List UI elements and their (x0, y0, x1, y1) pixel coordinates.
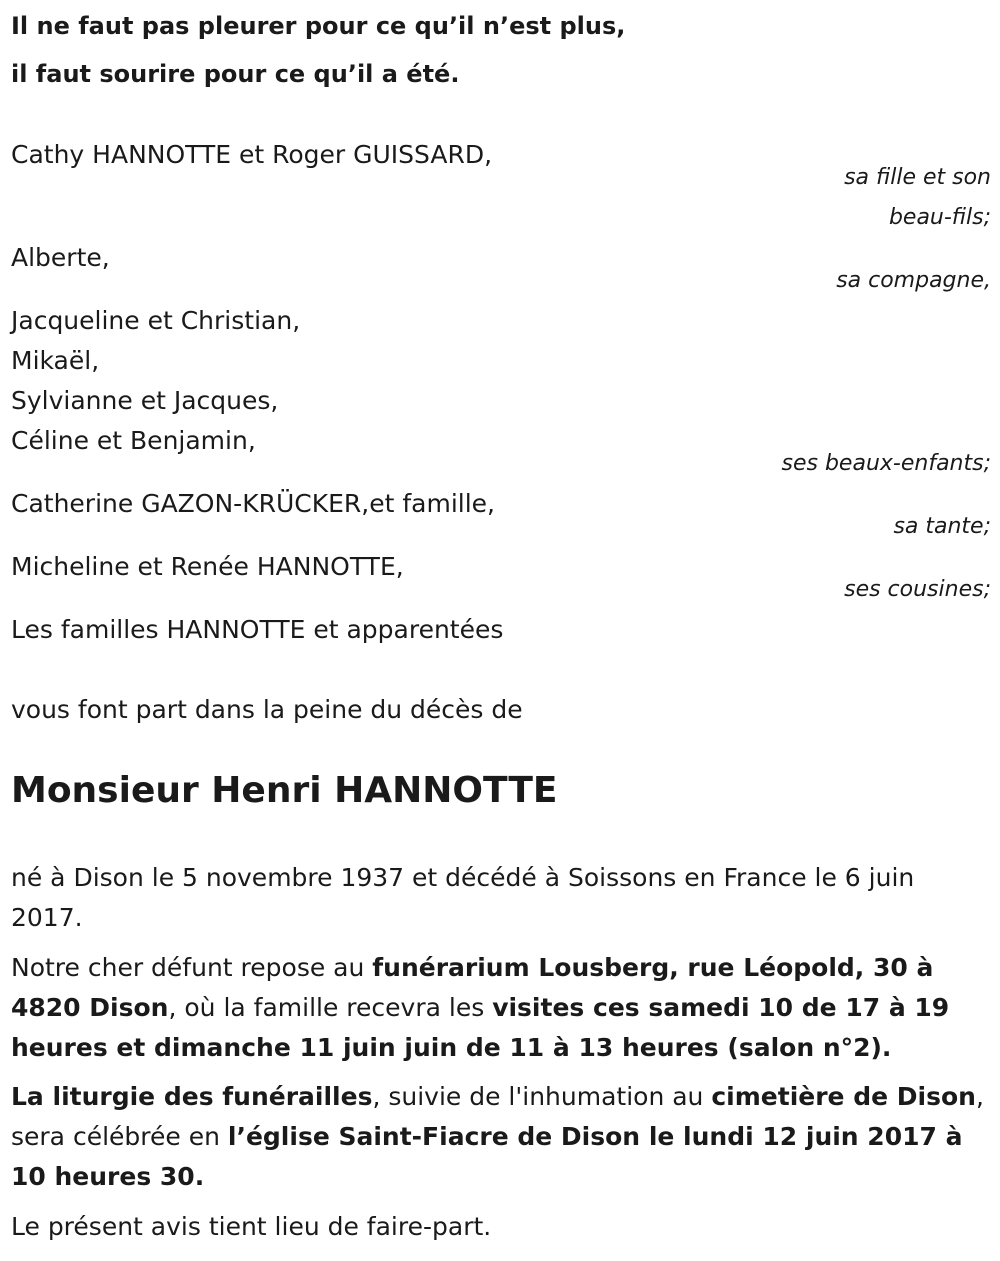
cemetery-name: cimetière de Dison (711, 1082, 976, 1111)
family-relatives: Les familles HANNOTTE et apparentées (11, 615, 504, 644)
notice-text: Le présent avis tient lieu de faire-part. (11, 1212, 492, 1241)
relation-daughter-1: sa fille et son (844, 165, 991, 190)
family-cousins: Micheline et Renée HANNOTTE, (11, 552, 404, 581)
funeral-home-address: funérarium Lousberg, rue Léopold, 30 à 4820 Dison (11, 953, 934, 1022)
relation-daughter-2: beau-fils; (888, 205, 991, 230)
family-aunt: Catherine GAZON-KRÜCKER,et famille, (11, 489, 495, 518)
family-daughter: Cathy HANNOTTE et Roger GUISSARD, (11, 140, 493, 169)
relation-cousins: ses cousines; (844, 577, 991, 602)
liturgy-text-2: , sera célébrée en (11, 1082, 984, 1151)
liturgy-title: La liturgie des funérailles (11, 1082, 373, 1111)
relation-companion: sa compagne, (836, 268, 991, 293)
family-stepchild: Jacqueline et Christian, (11, 306, 301, 335)
repose-paragraph (11, 948, 991, 1068)
relation-stepchildren: ses beaux-enfants; (781, 451, 991, 476)
deceased-name: Monsieur Henri HANNOTTE (11, 770, 558, 811)
church-service-details: l’église Saint-Fiacre de Dison le lundi 12 juin 2017 à 10 heures 30. (11, 1122, 963, 1191)
family-stepchild: Sylvianne et Jacques, (11, 386, 279, 415)
quote-line-1: Il ne faut pas pleurer pour ce qu’il n’est plus, (11, 12, 626, 40)
repose-text-2: , où la famille recevra les (168, 993, 493, 1022)
quote-line-2: il faut sourire pour ce qu’il a été. (11, 60, 460, 88)
family-stepchild: Mikaël, (11, 346, 100, 375)
liturgy-text-1: , suivie de l'inhumation au (372, 1082, 712, 1111)
relation-aunt: sa tante; (893, 514, 991, 539)
death-notice (11, 0, 991, 1261)
family-companion: Alberte, (11, 243, 110, 272)
visiting-hours: visites ces samedi 10 de 17 à 19 heures et dimanche 11 juin juin de 11 à 13 heures (salon n°2). (11, 993, 950, 1062)
birth-death-text: né à Dison le 5 novembre 1937 et décédé à Soissons en France le 6 juin 2017. (11, 863, 915, 932)
family-stepchild: Céline et Benjamin, (11, 426, 256, 455)
announcement-text: vous font part dans la peine du décès de (11, 695, 523, 724)
liturgy-paragraph (11, 1077, 991, 1197)
repose-text-1: Notre cher défunt repose au (11, 953, 373, 982)
